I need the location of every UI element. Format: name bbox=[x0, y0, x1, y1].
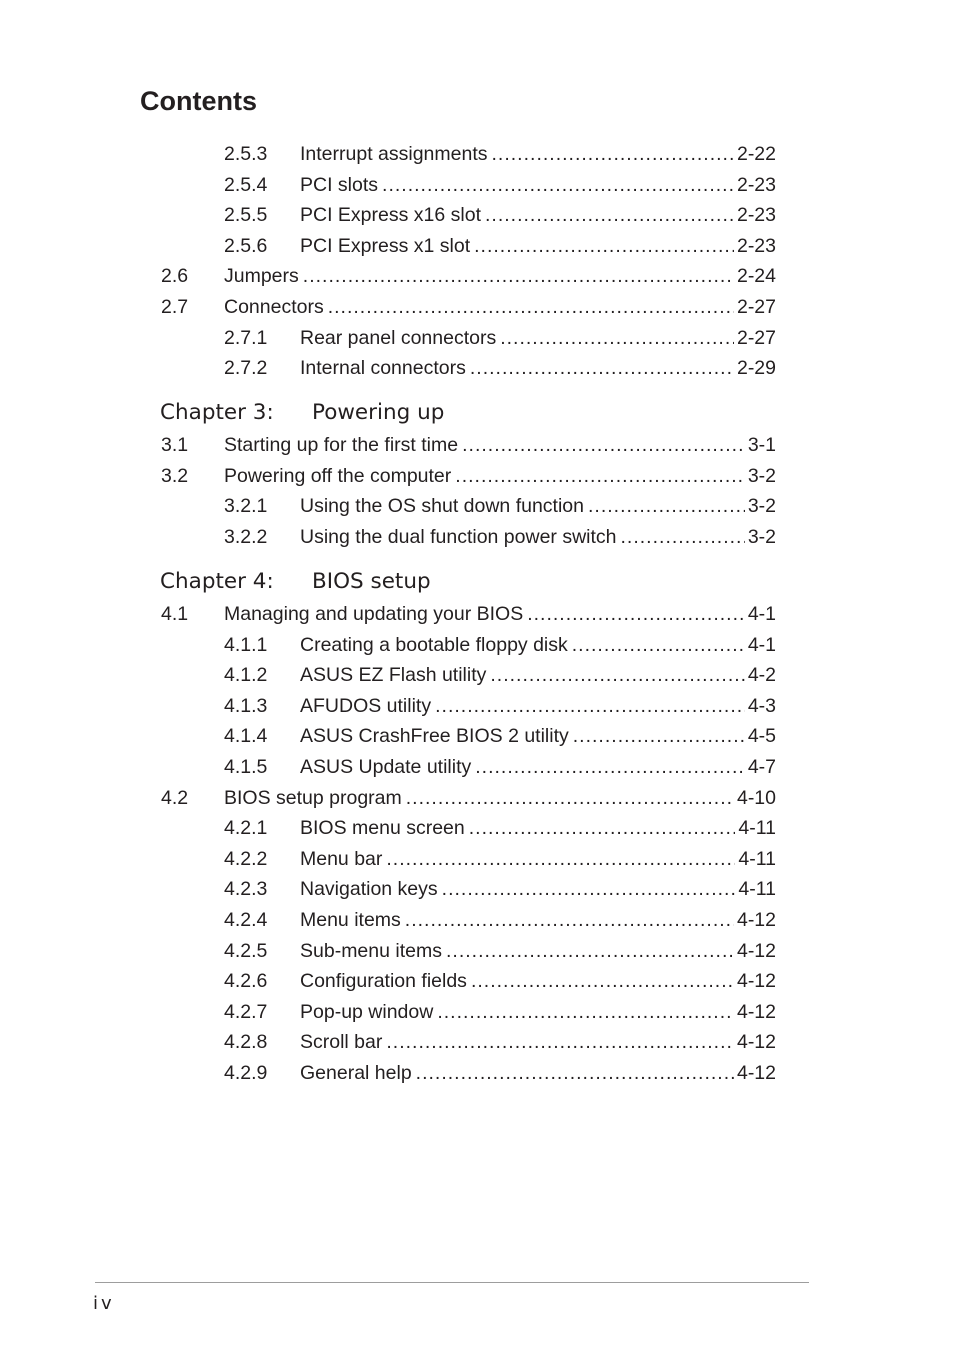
page-reference: 4-11 bbox=[738, 847, 776, 870]
toc-entry[interactable] bbox=[0, 461, 954, 491]
entry-leader-line bbox=[300, 491, 776, 521]
section-title: AFUDOS utility bbox=[300, 691, 435, 721]
section-title: ASUS CrashFree BIOS 2 utility bbox=[300, 721, 573, 751]
dot-leader bbox=[573, 721, 745, 751]
dot-leader bbox=[471, 966, 734, 996]
page-reference: 4-1 bbox=[747, 603, 776, 625]
page-reference: 2-29 bbox=[736, 357, 776, 380]
section-number: 3.1 bbox=[161, 434, 189, 456]
toc-entry[interactable] bbox=[0, 430, 954, 460]
page-reference: 4-12 bbox=[736, 1062, 776, 1084]
section-number: 4.1.4 bbox=[224, 725, 268, 748]
toc-entry[interactable] bbox=[0, 874, 954, 904]
entry-leader-line bbox=[300, 1027, 776, 1057]
section-number: 2.6 bbox=[161, 265, 189, 288]
page-number: iv bbox=[93, 1293, 115, 1314]
page-reference: 3-2 bbox=[747, 495, 776, 518]
page-reference: 4-1 bbox=[747, 633, 776, 656]
page-reference: 4-12 bbox=[736, 1000, 776, 1023]
toc-entry[interactable] bbox=[0, 292, 954, 322]
dot-leader bbox=[303, 261, 734, 291]
entry-leader-line bbox=[300, 139, 776, 169]
dot-leader bbox=[588, 491, 745, 521]
chapter-name: BIOS setup bbox=[312, 569, 431, 594]
dot-leader bbox=[462, 430, 745, 460]
toc-entry[interactable] bbox=[0, 200, 954, 230]
entry-leader-line bbox=[300, 936, 776, 966]
section-number: 4.2 bbox=[161, 786, 189, 809]
section-number: 3.2.2 bbox=[224, 525, 268, 548]
toc-entry[interactable] bbox=[0, 721, 954, 751]
page-reference: 4-12 bbox=[736, 909, 776, 931]
section-title: ASUS EZ Flash utility bbox=[300, 660, 490, 690]
toc-entry[interactable] bbox=[0, 323, 954, 353]
entry-leader-line bbox=[300, 170, 776, 200]
section-number: 4.2.8 bbox=[224, 1031, 268, 1054]
page-reference: 3-2 bbox=[747, 464, 776, 487]
page-reference: 2-23 bbox=[736, 234, 776, 257]
section-title: Managing and updating your BIOS bbox=[224, 599, 527, 629]
toc-entry[interactable] bbox=[0, 813, 954, 843]
dot-leader bbox=[437, 997, 734, 1027]
chapter-4-heading[interactable] bbox=[160, 567, 431, 597]
dot-leader bbox=[500, 323, 734, 353]
dot-leader bbox=[442, 874, 736, 904]
section-title: Pop-up window bbox=[300, 997, 437, 1027]
section-title: BIOS setup program bbox=[224, 783, 406, 813]
section-number: 2.5.5 bbox=[224, 204, 268, 227]
section-number: 4.1.1 bbox=[224, 633, 268, 656]
entry-leader-line bbox=[224, 461, 776, 491]
toc-entry[interactable] bbox=[0, 905, 954, 935]
section-title: Sub-menu items bbox=[300, 936, 446, 966]
page-reference: 2-24 bbox=[736, 265, 776, 288]
entry-leader-line bbox=[300, 905, 776, 935]
toc-entry[interactable] bbox=[0, 630, 954, 660]
toc-entry[interactable] bbox=[0, 752, 954, 782]
dot-leader bbox=[386, 844, 735, 874]
dot-leader bbox=[470, 353, 734, 383]
section-title: Navigation keys bbox=[300, 874, 442, 904]
section-number: 4.2.1 bbox=[224, 817, 268, 840]
page-reference: 4-10 bbox=[736, 786, 776, 809]
section-title: Menu bar bbox=[300, 844, 386, 874]
page-reference: 2-22 bbox=[736, 143, 776, 165]
section-title: Configuration fields bbox=[300, 966, 471, 996]
chapter-3-heading[interactable] bbox=[160, 398, 445, 428]
dot-leader bbox=[405, 905, 734, 935]
entry-leader-line bbox=[300, 721, 776, 751]
entry-leader-line bbox=[300, 813, 776, 843]
section-number: 2.5.4 bbox=[224, 173, 268, 196]
section-number: 4.2.5 bbox=[224, 939, 268, 962]
section-number: 4.2.7 bbox=[224, 1000, 268, 1023]
section-title: Connectors bbox=[224, 292, 328, 322]
section-number: 4.1.5 bbox=[224, 756, 268, 778]
chapter-label: Chapter 4: bbox=[160, 569, 274, 594]
entry-leader-line bbox=[300, 522, 776, 552]
page-title: Contents bbox=[140, 86, 257, 116]
toc-entry[interactable] bbox=[0, 1027, 954, 1057]
entry-leader-line bbox=[224, 783, 776, 813]
page-reference: 4-11 bbox=[738, 817, 776, 840]
dot-leader bbox=[328, 292, 734, 322]
footer-divider bbox=[95, 1282, 809, 1283]
page-reference: 3-2 bbox=[747, 525, 776, 548]
section-number: 4.1.2 bbox=[224, 664, 268, 687]
toc-entry[interactable] bbox=[0, 261, 954, 291]
entry-leader-line bbox=[224, 292, 776, 322]
page-reference: 2-23 bbox=[736, 204, 776, 227]
section-title: ASUS Update utility bbox=[300, 752, 475, 782]
section-number: 4.2.9 bbox=[224, 1062, 268, 1084]
entry-leader-line bbox=[300, 997, 776, 1027]
toc-entry[interactable] bbox=[0, 936, 954, 966]
section-title: Powering off the computer bbox=[224, 461, 455, 491]
section-title: Starting up for the first time bbox=[224, 430, 462, 460]
dot-leader bbox=[490, 660, 744, 690]
section-number: 2.5.6 bbox=[224, 234, 268, 257]
toc-entry[interactable] bbox=[0, 1058, 954, 1088]
entry-leader-line bbox=[300, 691, 776, 721]
page-reference: 4-12 bbox=[736, 1031, 776, 1054]
dot-leader bbox=[435, 691, 745, 721]
page-reference: 4-12 bbox=[736, 970, 776, 993]
page-reference: 4-5 bbox=[747, 725, 776, 748]
section-number: 4.2.3 bbox=[224, 878, 268, 901]
section-number: 2.5.3 bbox=[224, 143, 268, 165]
entry-leader-line bbox=[224, 599, 776, 629]
page-reference: 4-7 bbox=[747, 756, 776, 778]
dot-leader bbox=[455, 461, 745, 491]
section-title: Creating a bootable floppy disk bbox=[300, 630, 572, 660]
entry-leader-line bbox=[300, 1058, 776, 1088]
section-title: PCI Express x16 slot bbox=[300, 200, 485, 230]
dot-leader bbox=[475, 752, 745, 782]
section-number: 4.2.2 bbox=[224, 847, 268, 870]
dot-leader bbox=[527, 599, 745, 629]
dot-leader bbox=[621, 522, 745, 552]
page-reference: 3-1 bbox=[747, 434, 776, 456]
section-title: PCI Express x1 slot bbox=[300, 231, 474, 261]
entry-leader-line bbox=[300, 231, 776, 261]
entry-leader-line bbox=[300, 874, 776, 904]
toc-entry[interactable] bbox=[0, 599, 954, 629]
section-title: Interrupt assignments bbox=[300, 139, 492, 169]
section-title: Rear panel connectors bbox=[300, 323, 500, 353]
chapter-name: Powering up bbox=[312, 400, 445, 425]
section-title: Menu items bbox=[300, 905, 405, 935]
entry-leader-line bbox=[300, 200, 776, 230]
section-title: Internal connectors bbox=[300, 353, 470, 383]
section-title: Using the OS shut down function bbox=[300, 491, 588, 521]
dot-leader bbox=[469, 813, 736, 843]
dot-leader bbox=[406, 783, 734, 813]
dot-leader bbox=[474, 231, 734, 261]
page-reference: 2-27 bbox=[736, 296, 776, 318]
page-reference: 2-23 bbox=[736, 173, 776, 196]
chapter-label: Chapter 3: bbox=[160, 400, 274, 425]
toc-entry[interactable] bbox=[0, 966, 954, 996]
toc-entry[interactable] bbox=[0, 353, 954, 383]
entry-leader-line bbox=[300, 844, 776, 874]
dot-leader bbox=[446, 936, 734, 966]
toc-entry[interactable] bbox=[0, 783, 954, 813]
dot-leader bbox=[416, 1058, 734, 1088]
dot-leader bbox=[386, 1027, 734, 1057]
toc-entry[interactable] bbox=[0, 691, 954, 721]
section-title: Scroll bar bbox=[300, 1027, 386, 1057]
section-title: Using the dual function power switch bbox=[300, 522, 621, 552]
entry-leader-line bbox=[300, 966, 776, 996]
page-reference: 4-3 bbox=[747, 694, 776, 717]
section-number: 2.7 bbox=[161, 296, 189, 318]
entry-leader-line bbox=[300, 660, 776, 690]
page-reference: 4-12 bbox=[736, 939, 776, 962]
entry-leader-line bbox=[224, 261, 776, 291]
section-number: 4.2.4 bbox=[224, 909, 268, 931]
section-number: 4.2.6 bbox=[224, 970, 268, 993]
section-title: General help bbox=[300, 1058, 416, 1088]
section-number: 3.2 bbox=[161, 464, 189, 487]
section-title: PCI slots bbox=[300, 170, 382, 200]
toc-entry[interactable] bbox=[0, 844, 954, 874]
toc-entry[interactable] bbox=[0, 231, 954, 261]
toc-entry[interactable] bbox=[0, 522, 954, 552]
entry-leader-line bbox=[300, 752, 776, 782]
section-title: BIOS menu screen bbox=[300, 813, 469, 843]
dot-leader bbox=[572, 630, 745, 660]
page-reference: 4-2 bbox=[747, 664, 776, 687]
section-number: 4.1.3 bbox=[224, 694, 268, 717]
dot-leader bbox=[382, 170, 734, 200]
dot-leader bbox=[492, 139, 734, 169]
entry-leader-line bbox=[300, 323, 776, 353]
toc-entry[interactable] bbox=[0, 170, 954, 200]
page-reference: 4-11 bbox=[738, 878, 776, 901]
section-number: 2.7.2 bbox=[224, 357, 268, 380]
section-number: 2.7.1 bbox=[224, 326, 268, 349]
entry-leader-line bbox=[224, 430, 776, 460]
entry-leader-line bbox=[300, 353, 776, 383]
section-title: Jumpers bbox=[224, 261, 303, 291]
dot-leader bbox=[485, 200, 734, 230]
page-reference: 2-27 bbox=[736, 326, 776, 349]
toc-entry[interactable] bbox=[0, 660, 954, 690]
toc-entry[interactable] bbox=[0, 139, 954, 169]
entry-leader-line bbox=[300, 630, 776, 660]
toc-entry[interactable] bbox=[0, 997, 954, 1027]
section-number: 4.1 bbox=[161, 603, 189, 625]
toc-entry[interactable] bbox=[0, 491, 954, 521]
section-number: 3.2.1 bbox=[224, 495, 268, 518]
